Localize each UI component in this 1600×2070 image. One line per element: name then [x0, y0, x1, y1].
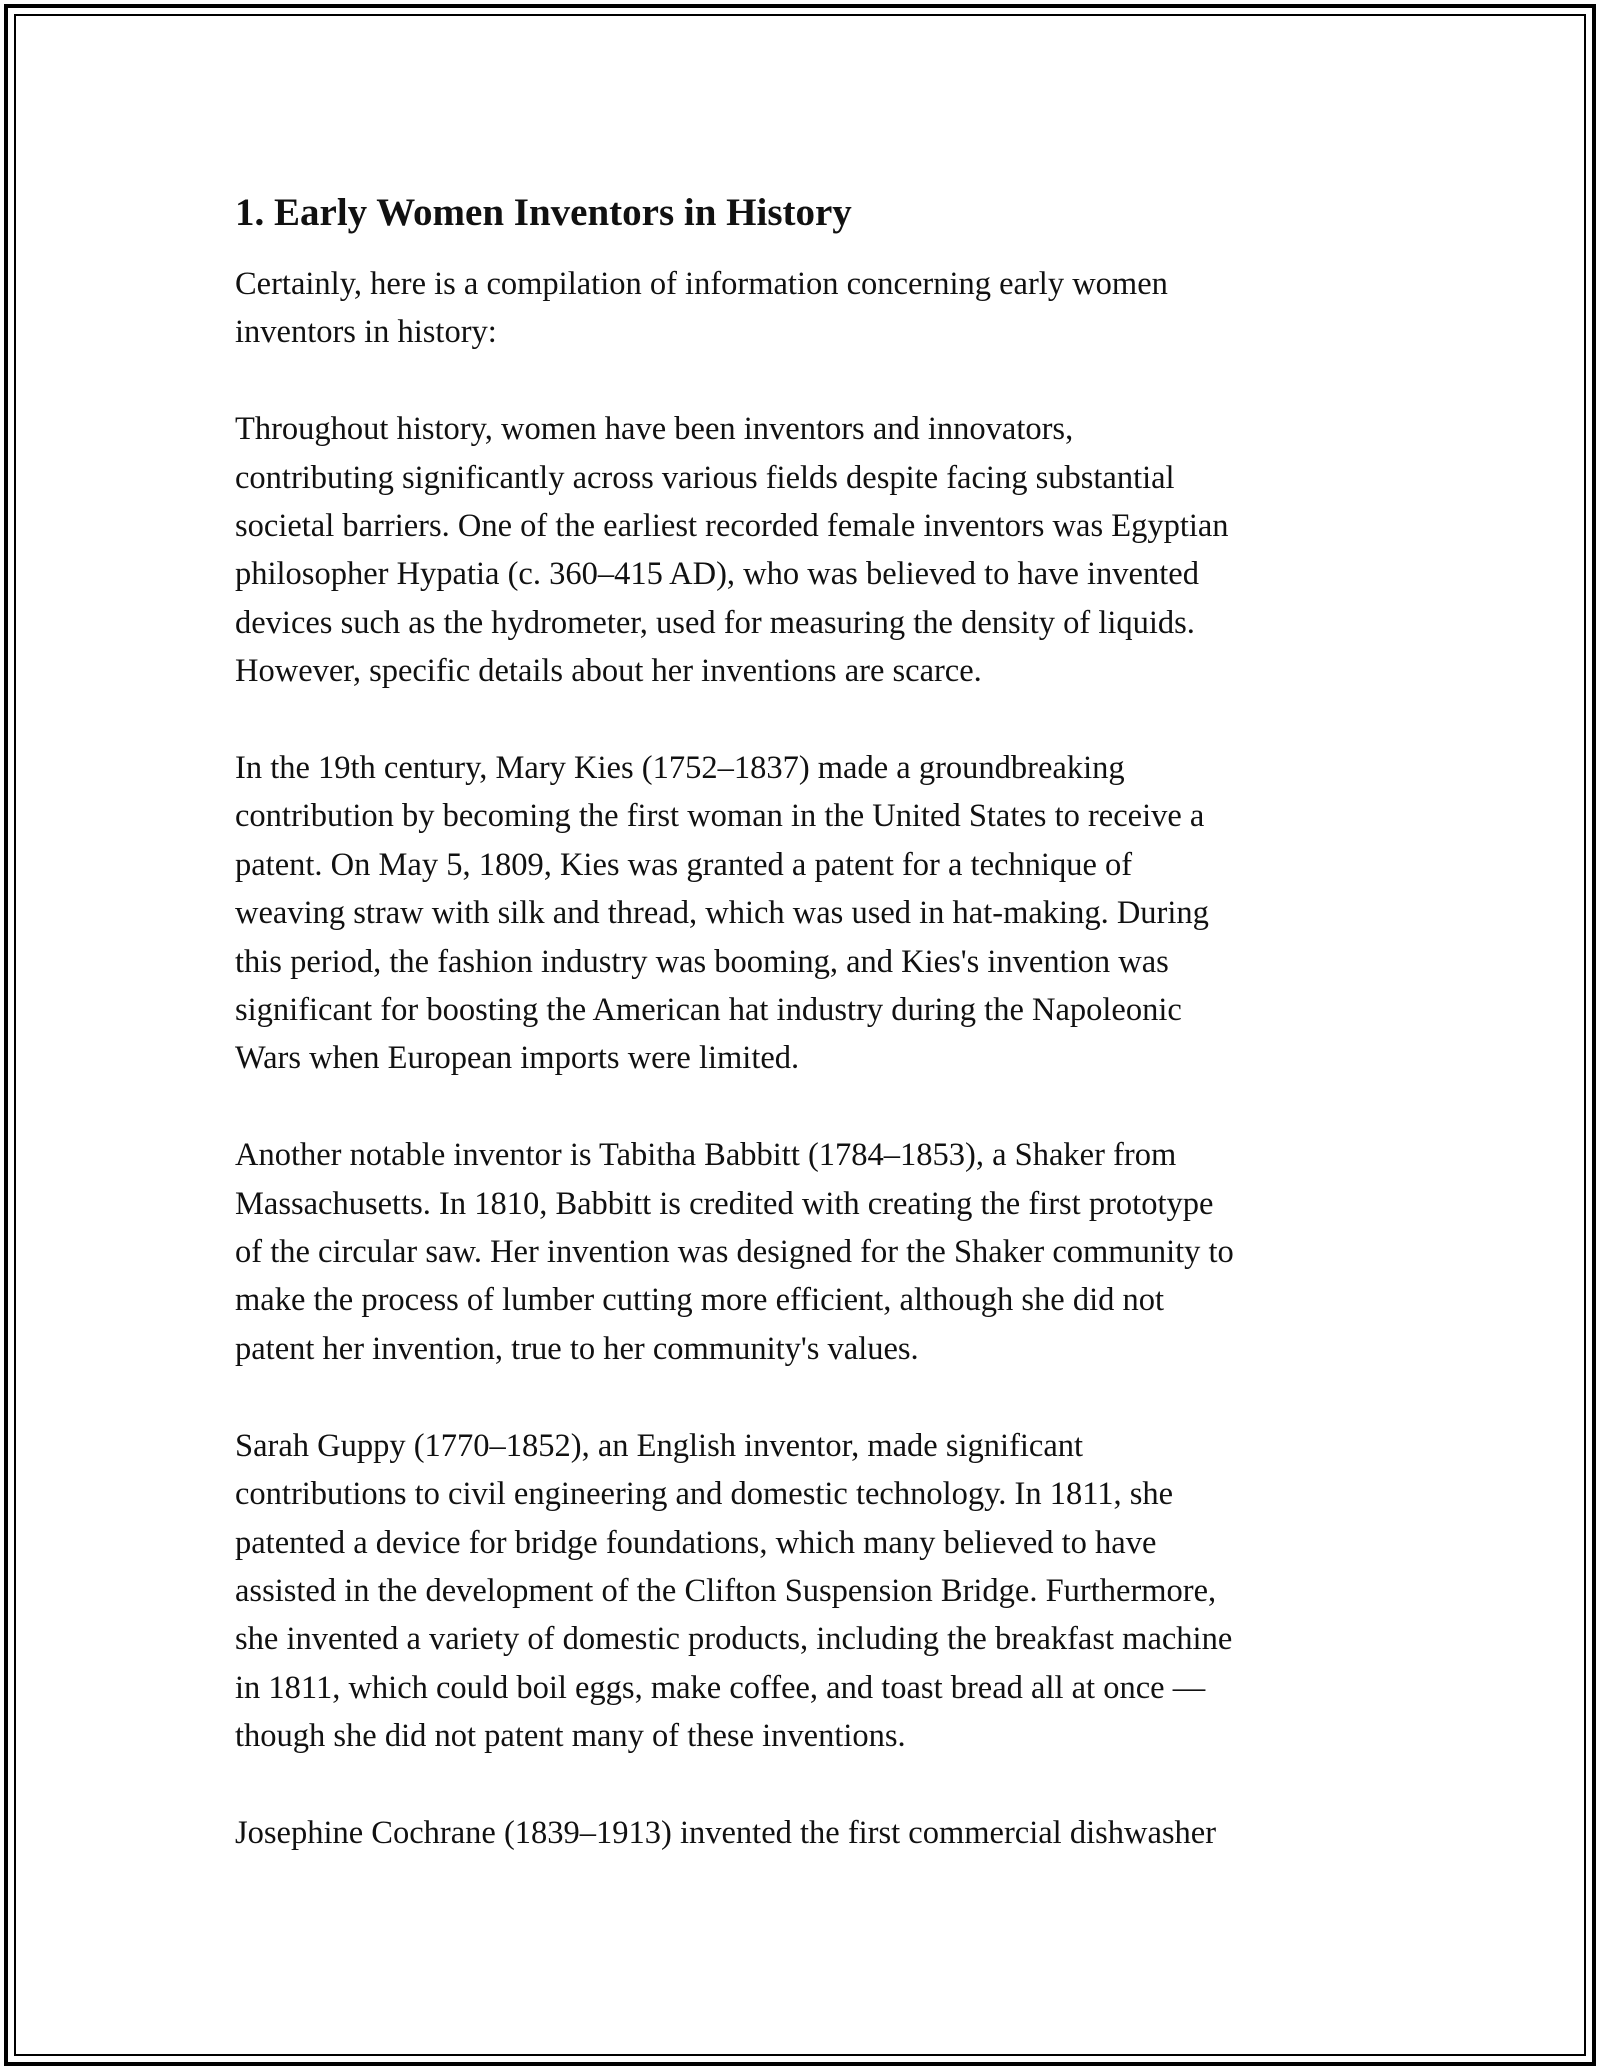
paragraph-mary-kies: In the 19th century, Mary Kies (1752–1837) made a groundbreaking contribution by becoming the first woman in the United States to receive a patent. On May 5, 1809, Kies was granted a patent for a technique of weaving straw with silk and thread, which was used in hat-making. During this period, the fashion industry was booming, and Kies's invention was significant for boosting the American hat industry during the Napoleonic Wars when European imports were limited.: [235, 750, 1209, 1077]
paragraph-josephine-cochrane: Josephine Cochrane (1839–1913) invented the first commercial dishwasher: [235, 1814, 1217, 1851]
paragraph-tabitha-babbitt: Another notable inventor is Tabitha Babbitt (1784–1853), a Shaker from Massachusetts. In 1810, Babbitt is credited with creating the first prototype of the circular saw. Her invention was designed for the Shaker community to make the process of lumber cutting more efficient, although she did not patent her invention, true to her community's values.: [235, 1137, 1234, 1367]
paragraph-sarah-guppy: Sarah Guppy (1770–1852), an English inventor, made significant contributions to civil engineering and domestic technology. In 1811, she patented a device for bridge foundations, which many believed to have assisted in the development of the Clifton Suspension Bridge. Furthermore, she invented a variety of domestic products, including the breakfast machine in 1811, which could boil eggs, make coffee, and toast bread all at once — though she did not patent many of these inventions.: [235, 1427, 1233, 1755]
page-title: 1. Early Women Inventors in History: [235, 191, 852, 234]
paragraph-intro: Certainly, here is a compilation of information concerning early women inventors in history:: [235, 266, 1168, 351]
paragraph-hypatia: Throughout history, women have been inventors and innovators, contributing significantly across various fields despite facing substantial societal barriers. One of the earliest recorded female inventors was Egyptian philosopher Hypatia (c. 360–415 AD), who was believed to have invented devices such as the hydrometer, used for measuring the density of liquids. However, specific details about her inventions are scarce.: [235, 411, 1229, 690]
document-body: [235, 186, 1375, 1906]
